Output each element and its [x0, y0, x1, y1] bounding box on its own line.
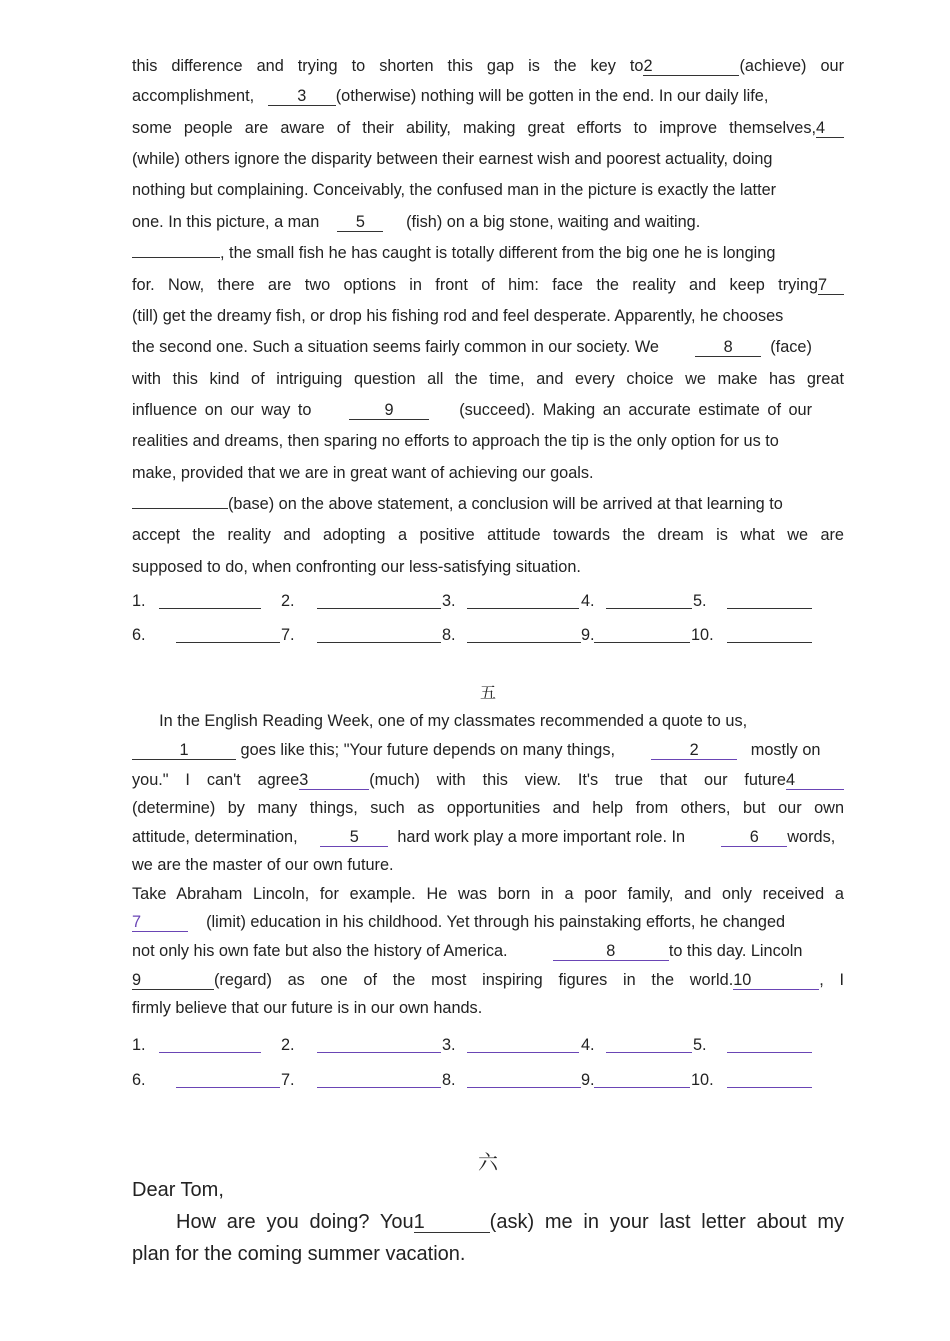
letter-salutation: Dear Tom,	[132, 1179, 224, 1201]
passage-line: 7 (limit) education in his childhood. Yet through his painstaking efforts, he changed	[132, 913, 786, 931]
answer-line[interactable]	[159, 592, 261, 609]
answer-line[interactable]	[467, 1036, 579, 1053]
answer-line[interactable]	[176, 626, 280, 643]
answer-blank[interactable]	[132, 508, 228, 509]
answer-line[interactable]	[727, 1036, 812, 1053]
passage-line: not only his own fate but also the history of America. 8 to this day. Lincoln	[132, 942, 803, 960]
answer-line[interactable]	[317, 1036, 441, 1053]
answer-line[interactable]	[727, 592, 812, 609]
answer-blank[interactable]: 6	[721, 829, 787, 847]
answer-line[interactable]	[467, 626, 581, 643]
section-heading: 五	[479, 685, 496, 702]
passage-line: (determine) by many things, such as opportunities and help from others, but our own	[132, 799, 844, 817]
answer-blank[interactable]: 4	[786, 772, 844, 790]
passage-line: , the small fish he has caught is totally different from the big one he is longing	[132, 241, 844, 265]
passage-line: accomplishment, 3 (otherwise) nothing will be gotten in the end. In our daily life,	[132, 87, 769, 105]
answer-line[interactable]	[594, 626, 690, 643]
answer-line[interactable]	[467, 592, 579, 609]
passage-line: one. In this picture, a man 5 (fish) on a big stone, waiting and waiting.	[132, 213, 701, 231]
passage-line: some people are aware of their ability, making great efforts to improve themselves,4	[132, 116, 844, 140]
passage-line: supposed to do, when confronting our less-satisfying situation.	[132, 558, 581, 576]
passage-line: you." I can't agree3 (much) with this view. It's true that our future4	[132, 768, 844, 792]
passage-line: 1 goes like this; "Your future depends on many things, 2 mostly on	[132, 738, 844, 762]
answer-blank[interactable]: 2	[651, 742, 737, 760]
passage-line: (till) get the dreamy fish, or drop his fishing rod and feel desperate. Apparently, he chooses	[132, 307, 784, 325]
answer-blank[interactable]: 1	[132, 742, 236, 760]
answer-line[interactable]	[317, 1071, 441, 1088]
passage-line: we are the master of our own future.	[132, 856, 394, 874]
answer-line[interactable]	[727, 626, 812, 643]
answer-blank[interactable]: 8	[695, 339, 761, 357]
passage-line: for. Now, there are two options in front of him: face the reality and keep trying7	[132, 273, 844, 297]
passage-line: accept the reality and adopting a positive attitude towards the dream is what we are	[132, 526, 844, 544]
passage-line: influence on our way to 9 (succeed). Making an accurate estimate of our	[132, 401, 813, 419]
answer-line[interactable]	[159, 1036, 261, 1053]
answer-blank[interactable]: 9	[132, 972, 214, 990]
passage-line: Take Abraham Lincoln, for example. He was born in a poor family, and only received a	[132, 885, 844, 903]
answer-line[interactable]	[606, 592, 692, 609]
letter-line: How are you doing? You1 (ask) me in your last letter about my	[176, 1211, 845, 1233]
answer-blank[interactable]: 3	[268, 88, 336, 106]
section-heading: 六	[478, 1152, 498, 1174]
answer-blank[interactable]: 2	[643, 58, 739, 76]
answer-blank[interactable]: 10	[733, 972, 819, 990]
answer-line[interactable]	[594, 1071, 690, 1088]
passage-line: (base) on the above statement, a conclusion will be arrived at that learning to	[132, 492, 844, 516]
answer-blank[interactable]: 1	[414, 1212, 490, 1233]
passage-line: realities and dreams, then sparing no efforts to approach the tip is the only option for us to	[132, 432, 779, 450]
answer-line[interactable]	[317, 592, 441, 609]
answer-blank[interactable]: 4	[816, 120, 844, 138]
answer-line[interactable]	[606, 1036, 692, 1053]
passage-line: nothing but complaining. Conceivably, the confused man in the picture is exactly the latter	[132, 181, 777, 199]
passage-line: (while) others ignore the disparity between their earnest wish and poorest actuality, doing	[132, 150, 773, 168]
answer-blank[interactable]	[132, 257, 220, 258]
passage-line: this difference and trying to shorten this gap is the key to2 (achieve) our	[132, 57, 844, 75]
answer-blank[interactable]: 5	[337, 214, 383, 232]
passage-line: In the English Reading Week, one of my classmates recommended a quote to us,	[159, 712, 748, 730]
answer-line[interactable]	[176, 1071, 280, 1088]
passage-line: firmly believe that our future is in our own hands.	[132, 999, 483, 1017]
answer-blank[interactable]: 3	[299, 772, 369, 790]
passage-line: make, provided that we are in great want of achieving our goals.	[132, 464, 594, 482]
answer-line[interactable]	[727, 1071, 812, 1088]
answer-blank[interactable]: 9	[349, 402, 429, 420]
letter-line: plan for the coming summer vacation.	[132, 1243, 466, 1265]
answer-blank[interactable]: 7	[818, 277, 844, 295]
answer-line[interactable]	[467, 1071, 581, 1088]
answer-line[interactable]	[317, 626, 441, 643]
passage-line: the second one. Such a situation seems fairly common in our society. We 8 (face)	[132, 338, 812, 356]
passage-line: attitude, determination, 5 hard work play a more important role. In 6 words,	[132, 828, 836, 846]
passage-line: with this kind of intriguing question all the time, and every choice we make has great	[132, 370, 844, 388]
answer-blank[interactable]: 7	[132, 914, 188, 932]
answer-blank[interactable]: 8	[553, 943, 669, 961]
passage-line: 9 (regard) as one of the most inspiring figures in the world.10 , I	[132, 971, 844, 989]
answer-blank[interactable]: 5	[320, 829, 388, 847]
